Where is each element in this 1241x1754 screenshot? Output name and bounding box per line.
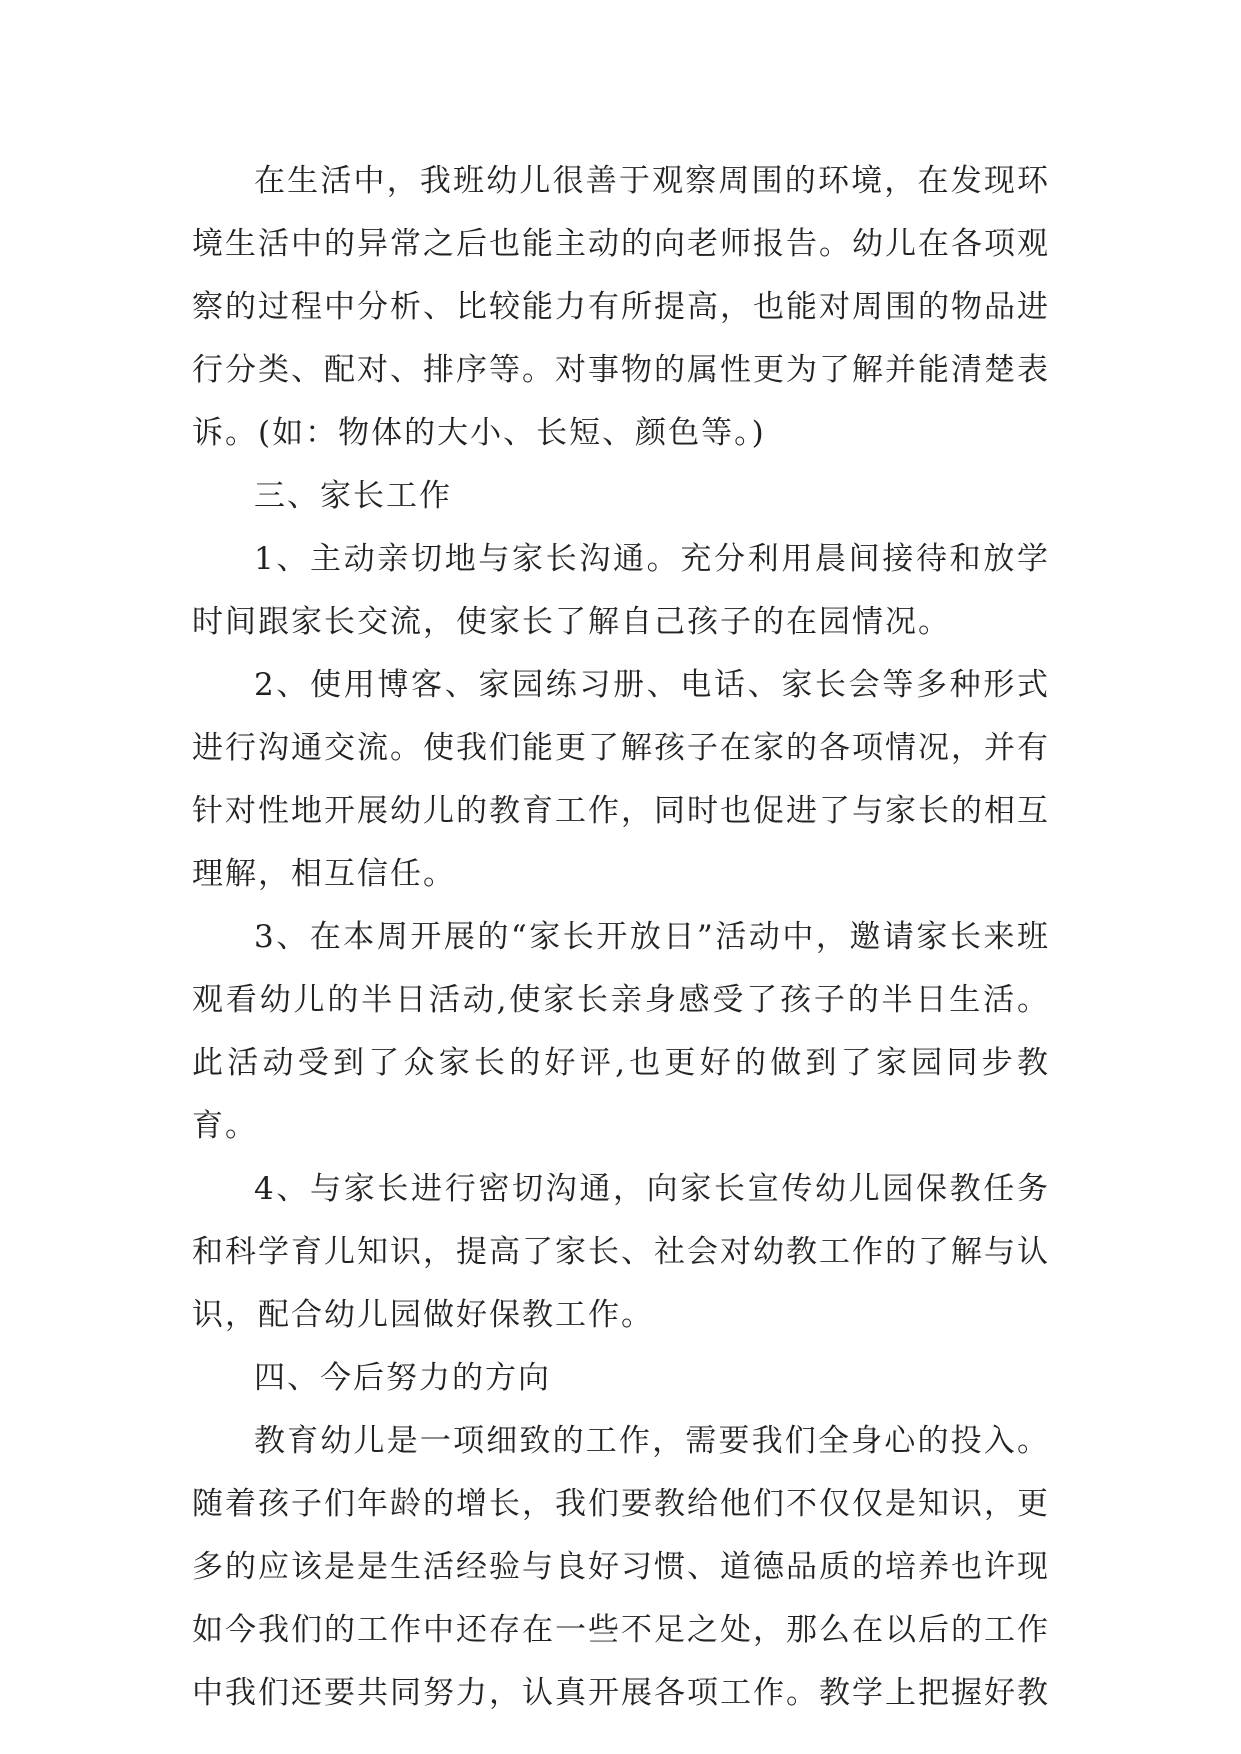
section-heading-parent-work: 三、家长工作 (254, 478, 452, 514)
paragraph-item-3: 3、在本周开展的“家长开放日”活动中，邀请家长来班观看幼儿的半日活动,使家长亲身感受了孩子的半日生活。此活动受到了众家长的好评,也更好的做到了家园同步教育。 (192, 919, 1050, 1144)
document-body (192, 150, 1050, 1725)
paragraph-item-2: 2、使用博客、家园练习册、电话、家长会等多种形式进行沟通交流。使我们能更了解孩子在家的各项情况，并有针对性地开展幼儿的教育工作，同时也促进了与家长的相互理解，相互信任。 (192, 667, 1050, 892)
paragraph-item-1: 1、主动亲切地与家长沟通。充分利用晨间接待和放学时间跟家长交流，使家长了解自己孩子的在园情况。 (192, 541, 1050, 640)
section-heading-future-direction: 四、今后努力的方向 (254, 1360, 551, 1396)
paragraph-item-4: 4、与家长进行密切沟通，向家长宣传幼儿园保教任务和科学育儿知识，提高了家长、社会对幼教工作的了解与认识，配合幼儿园做好保教工作。 (192, 1171, 1050, 1333)
paragraph-future: 教育幼儿是一项细致的工作，需要我们全身心的投入。随着孩子们年龄的增长，我们要教给他们不仅仅是知识，更多的应该是是生活经验与良好习惯、道德品质的培养也许现如今我们的工作中还存在一些不足之处，那么在以后的工作中我们还要共同努力，认真开展各项工作。教学上把握好教 (192, 1423, 1050, 1711)
paragraph-observation: 在生活中，我班幼儿很善于观察周围的环境，在发现环境生活中的异常之后也能主动的向老师报告。幼儿在各项观察的过程中分析、比较能力有所提高，也能对周围的物品进行分类、配对、排序等。对事物的属性更为了解并能清楚表诉。(如：物体的大小、长短、颜色等。) (192, 163, 1050, 451)
